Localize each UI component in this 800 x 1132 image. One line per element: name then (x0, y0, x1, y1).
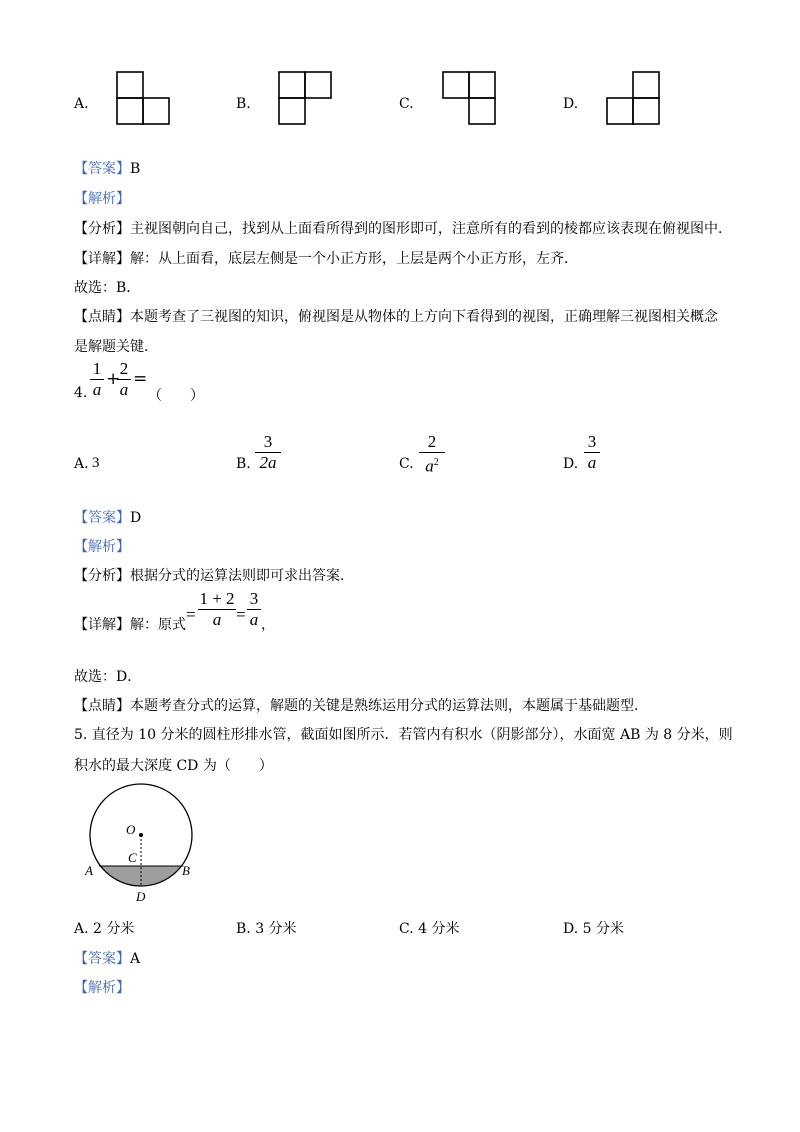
answer-value: A (130, 951, 141, 967)
q5-answer-line (74, 948, 140, 968)
q4-xiangjie-line (74, 614, 186, 634)
dianjing-text: 本题考查分式的运算，解题的关键是熟练运用分式的运算法则，本题属于基础题型． (130, 698, 648, 714)
q4-expr-fraction-2: 2 a (117, 360, 131, 399)
q4-expr-fraction-1: 1 a (90, 360, 104, 399)
dianjing-tag: 【点睛】 (74, 309, 130, 325)
q4-paren: （ ） (148, 388, 204, 404)
solution-fraction-1: 1 + 2 a (199, 589, 235, 629)
solution-tail: ， (261, 617, 275, 633)
solution-equals-2: = (236, 605, 246, 624)
q5-stem-line-1: 5. 直径为 10 分米的圆柱形排水管，截面如图所示．若管内有积水（阴影部分），水面宽 AB 为 8 分米，则 (74, 727, 733, 743)
q3-guxuan: 故选：B． (74, 280, 141, 296)
xiangjie-text: 解：从上面看，底层左侧是一个小正方形，上层是两个小正方形，左齐． (130, 251, 578, 267)
answer-tag: 【答案】 (74, 510, 130, 526)
q3-option-a-figure (114, 70, 174, 126)
answer-value: B (130, 161, 141, 177)
q4-answer-line (74, 507, 141, 527)
q4-option-c-label: C. (399, 456, 414, 472)
xiangjie-tag: 【详解】 (74, 251, 130, 267)
q3-answer-line (74, 158, 140, 178)
q3-option-d-label: D. (563, 96, 579, 112)
xiangjie-text: 解：原式 (130, 617, 186, 633)
solution-fraction-2: 3 a (247, 590, 261, 629)
xiangjie-tag: 【详解】 (74, 617, 130, 633)
analysis-tag: 【解析】 (74, 539, 130, 555)
q4-option-d-fraction: 3 a (584, 433, 600, 472)
q3-option-b-figure (277, 70, 337, 126)
center-point-o (139, 833, 143, 837)
q3-dianjing-line-2: 是解题关键． (74, 339, 158, 355)
q4-expr-plus: + (106, 369, 121, 389)
q4-expr-equals: = (133, 369, 148, 389)
q4-option-a-value: 3 (92, 455, 100, 471)
q4-dianjing-line (74, 695, 648, 715)
dianjing-tag: 【点睛】 (74, 698, 130, 714)
label-d: D (136, 889, 146, 904)
q3-option-c-label: C. (399, 96, 414, 112)
q4-option-b-label: B. (236, 456, 251, 472)
fenxi-tag: 【分析】 (74, 568, 130, 584)
q4-guxuan: 故选：D． (74, 669, 142, 685)
q3-option-d-figure (603, 70, 663, 126)
answer-tag: 【答案】 (74, 161, 130, 177)
label-a: A (85, 863, 93, 878)
dianjing-text: 本题考查了三视图的知识，俯视图是从物体的上方向下看得到的视图，正确理解三视图相关概念 (130, 309, 718, 325)
q3-fenxi-line (74, 218, 732, 238)
answer-tag: 【答案】 (74, 951, 130, 967)
analysis-tag: 【解析】 (74, 980, 130, 996)
q3-xiangjie-line (74, 248, 578, 268)
q5-option-d: D. 5 分米 (563, 921, 624, 937)
solution-equals-1: = (186, 605, 196, 624)
label-o: O (126, 822, 136, 837)
q3-option-c-figure (441, 70, 501, 126)
q5-option-c: C. 4 分米 (399, 921, 460, 937)
q4-option-c-fraction: 2 $a^2$ (419, 433, 445, 476)
q4-option-b-fraction: 3 2a (255, 433, 281, 472)
q4-fenxi-line (74, 565, 354, 585)
q3-option-b-label: B. (236, 96, 251, 112)
q4-option-d-label: D. (563, 456, 579, 472)
q5-option-b: B. 3 分米 (236, 921, 297, 937)
q3-dianjing-line (74, 306, 718, 326)
q3-option-a-label: A. (74, 96, 89, 112)
label-b: B (182, 863, 190, 878)
answer-value: D (130, 510, 142, 526)
fenxi-text: 主视图朝向自己，找到从上面看所得到的图形即可，注意所有的看到的棱都应该表现在俯视图中． (130, 221, 732, 237)
fenxi-tag: 【分析】 (74, 221, 130, 237)
analysis-tag: 【解析】 (74, 191, 130, 207)
q4-option-a-label: A. (74, 456, 89, 472)
label-c: C (128, 850, 137, 865)
fenxi-text: 根据分式的运算法则即可求出答案． (130, 568, 354, 584)
q4-number: 4. (74, 385, 88, 401)
q5-stem-line-2: 积水的最大深度 CD 为（ ） (74, 758, 273, 774)
q5-pipe-figure (80, 780, 210, 910)
q5-option-a: A. 2 分米 (74, 921, 135, 937)
